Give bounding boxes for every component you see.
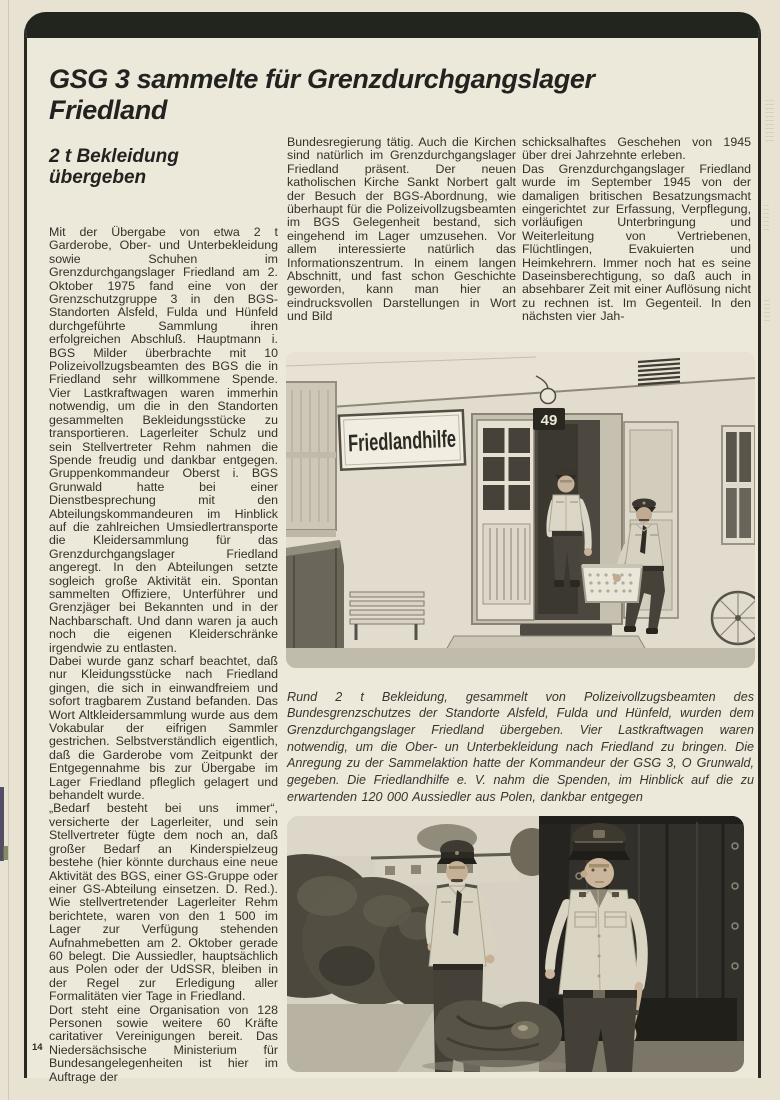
photo-caption: Rund 2 t Bekleidung, gesammelt von Polizeivollzugsbeamten des Bundesgrenzschutzes der Standorte Alsfeld, Fulda und Hünfeld, wurden dem Grenzdurchgangslager Friedland übergeben. Vier Lastkraftwagen waren notwendig, um die Ober- un Unterbekleidung nach Friedland zu bringen. Die Anregung zu der Sammelaktion hatte der Kommandeur der GSG 3, O Grunwald, gegeben. Die Friedlandhilfe e. V. nahm die Spenden, im Hinblick auf die zu erwartenden 120 000 Aussiedler aus Polen, dankbar entgegen — [287, 689, 754, 804]
paragraph: Dort steht eine Organisation von 128 Personen sowie weitere 60 Kräfte caritativer Vereinigungen bereit. Das Niedersächsische Ministerium für Bundesangelegenheiten ist hier im Auftrage der — [49, 1002, 278, 1084]
paragraph: Dabei wurde ganz scharf beachtet, daß nur Kleidungsstücke nach Friedland gingen, die sich in einwandfreiem und sofort tragbarem Zustand befanden. Das Wort Altkleidersammlung wurde aus dem Vokabular der eifrigen Sammler gestrichen. Selbstverständlich eigentlich, daß die Garderobe vom Zeitpunkt der Entgegennahme bis zur Übergabe im Lager Friedland pfleglich gelagert und behandelt wurde. — [49, 654, 278, 803]
photo-friedlandhilfe-barrack — [286, 352, 755, 668]
house-number-plate — [533, 408, 565, 430]
article-title: GSG 3 sammelte für Grenzdurchgangslager Friedland — [49, 64, 595, 126]
photo2-illustration — [287, 816, 744, 1072]
text-column-1 — [49, 226, 278, 1084]
dark-cart — [286, 540, 344, 652]
paragraph: Mit der Übergabe von etwa 2 t Garderobe, Ober- und Unterbekleidung sowie Schuhen im Grenzdurchgangslager Friedland am 2. Oktober 1975 fand eine von der Grenzschutzgruppe 3 in den BGS-Standorten Alsfeld, Fulda und Hünfeld durchgeführte Sammlung ihren erfolgreichen Abschluß. Hauptmann i. BGS Milder überbrachte mit 10 Polizeivollzugsbeamten des BGS die in Friedland sehr willkommene Spende. Vier Lastkraftwagen waren immerhin notwendig, um die in den Standorten gesammelten Bekleidungsstücke zu transportieren. Lagerleiter Schulz und sein Stellvertreter Rehm nahmen die Spende freudig und dankbar entgegen. Gruppenkommandeur Oberst i. BGS Grunwald hatte bei einer Dienstbesprechung mit den Abteilungskommandeuren im Hinblick auf die zahlreichen Umsiedlertransporte die Kleidersammlung für das Grenzdurchgangslager Friedland angeregt. In den Abteilungen setzte sogleich große Aktivität ein. Spontan sammelten Offiziere, Unterführer und Grenzjäger bei Bekannten und in der Nachbarschaft. Und dann waren ja auch noch die eigenen Kleiderschränke irgendwie zu entlasten. — [49, 225, 278, 655]
article-subtitle: 2 t Bekleidung übergeben — [49, 145, 179, 189]
paragraph: Bundesregierung tätig. Auch die Kirchen sind natürlich im Grenzdurchgangslager Friedland präsent. Der neuen katholischen Kirche Sankt Norbert galt der Besuch der BGS-Abordnung, wie überhaupt für die Polizeivollzugsbeamten im BGS Gelegenheit bestand, sich eingehend im Lager umzusehen. Vor allem interessierte natürlich das Informationszentrum. In einem langen Abschnitt, und fast schon Geschichte geworden, kann man hier an eindrucksvollen Darstellungen in Wort und Bild — [287, 135, 516, 324]
text-column-2 — [287, 136, 516, 324]
paper-edge-shadow — [8, 0, 9, 1100]
photo1-illustration — [286, 352, 755, 668]
right-window — [722, 426, 755, 544]
door-step — [446, 636, 646, 650]
scan-noise — [763, 205, 769, 233]
scan-edge-mark — [3, 846, 8, 860]
paragraph: Das Grenzdurchgangslager Friedland wurde im September 1945 von der damaligen britischen Besatzungsmacht eingerichtet zur Erfassung, Verpflegung, vorläufigen Unterbringung und Weiterleitung von Vertriebenen, Flüchtlingen, Evakuierten und Heimkehrern. Immer noch hat es seine Daseinsberechtigung, so daß auch in absehbarer Zeit mit einer Auflösung nicht zu rechnen ist. Im Gegenteil. In den nächsten vier Jah- — [522, 161, 751, 324]
friedlandhilfe-sign — [339, 410, 506, 469]
text-column-3 — [522, 136, 751, 324]
doormat — [520, 624, 612, 636]
ground — [286, 648, 755, 668]
paragraph: schicksalhaftes Geschehen von 1945 über drei Jahrzehnte erleben. — [522, 135, 751, 163]
house-number: 49 — [540, 412, 558, 429]
sign-text: Friedlandhilfe — [347, 423, 506, 458]
scan-noise — [765, 100, 774, 142]
left-window — [286, 382, 336, 537]
page-number: 14 — [32, 1042, 43, 1053]
scan-noise — [764, 300, 770, 324]
paragraph: „Bedarf besteht bei uns immer“, versicherte der Lagerleiter, und sein Stellvertreter fügte dem noch an, daß großer Bedarf an Kinderspielzeug bestehe (hier könnte durchaus eine neue Aktivität des BGS, einer GS-Gruppe oder einer GS-Abteilung einsetzen. D. Red.). Wie stellvertretender Lagerleiter Rehm berichtete, waren von den 1 500 im Lager zur Verfügung stehenden Aufnahmebetten am 2. Oktober gerade 60 belegt. Die Aussiedler, hauptsächlich aus Polen oder der UdSSR, bleiben in der Regel zur Erledigung aller Formalitäten vier Tage in Friedland. — [49, 801, 278, 1004]
photo-officers-truck — [287, 816, 744, 1072]
